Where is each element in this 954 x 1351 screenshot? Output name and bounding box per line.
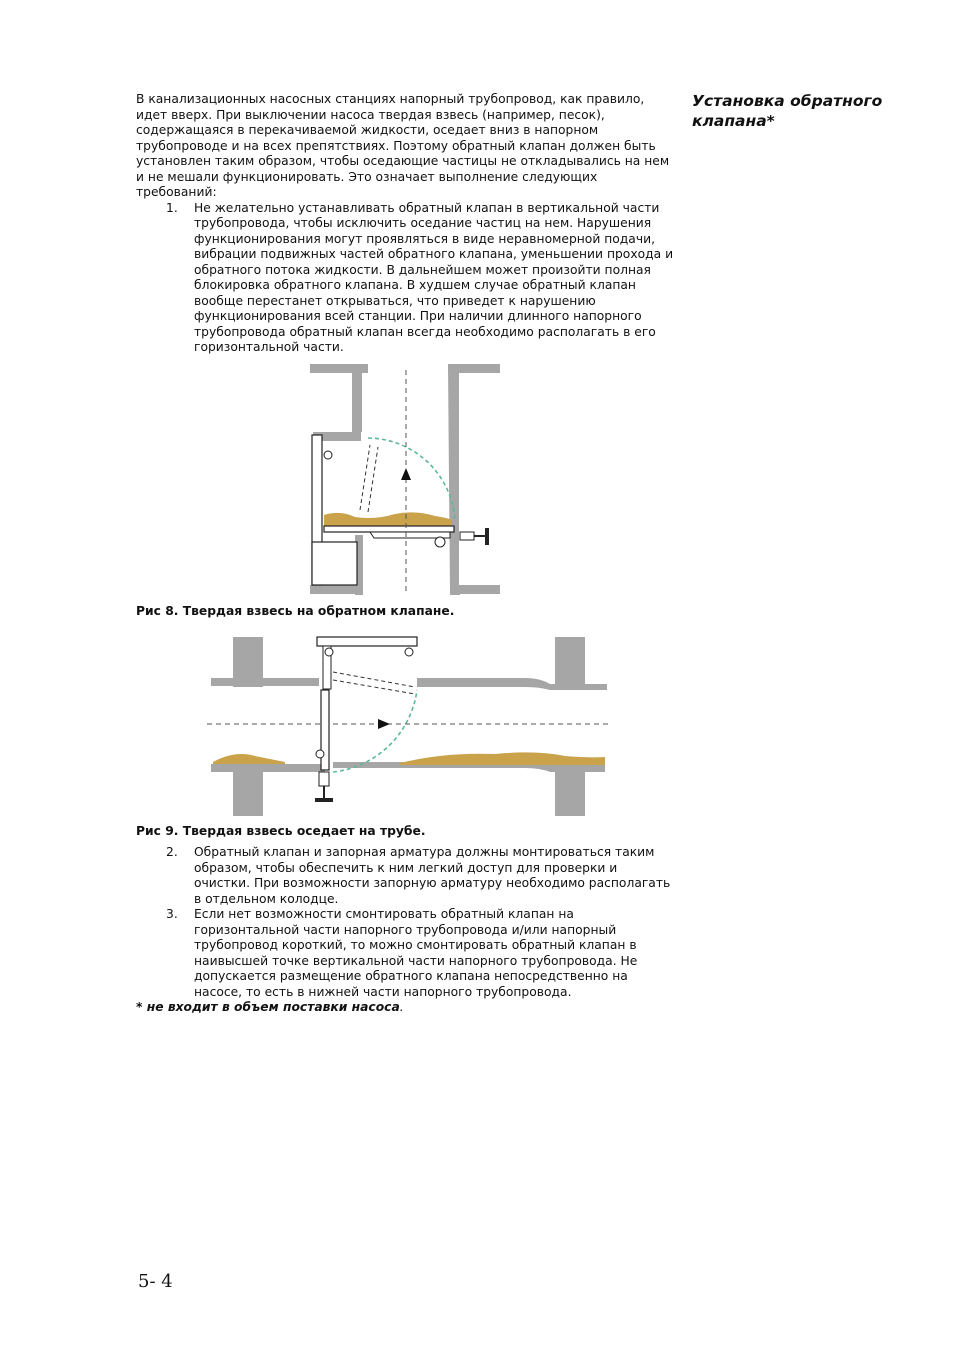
flange-right-top [555, 637, 585, 687]
requirements-list-continued [136, 845, 676, 1028]
list-item-number: 3. [166, 907, 178, 921]
list-item-text: Не желательно устанавливать обратный клапан в вертикальной части трубопровода, чтобы исключить оседание частиц на нем. Нарушения функционирования могут проявляться в виде неравномерной подачи, вибрации подвижных частей обратного клапана, уменьшении прохода и обратного потока жидкости. В дальнейшем может произойти полная блокировка обратного клапана. В худшем случае обратный клапан вообще перестанет открываться, что приведет к нарушению функционирования всей станции. При наличии длинного напорного трубопровода обратный клапан всегда необходимо располагать в его горизонтальной части. [194, 200, 674, 354]
hinge-top-right [405, 648, 413, 656]
valve-flap [321, 690, 329, 770]
main-text [136, 92, 676, 356]
figure-8-caption: Рис 8. Твердая взвесь на обратном клапане. [136, 604, 455, 618]
valve-base [312, 542, 357, 585]
open-flap-dashed-2 [368, 447, 378, 512]
valve-cover [317, 637, 417, 646]
open-flap-dashed-1 [360, 445, 370, 510]
flange-bottom-right [450, 585, 500, 594]
intro-paragraph: В канализационных насосных станциях напорный трубопровод, как правило, идет вверх. При выключении насоса твердая взвесь (например, песок), содержащаяся в перекачиваемой жидкости, оседает вниз в напорном трубопроводе и на всех препятствиях. Поэтому обратный клапан должен быть установлен таким образом, чтобы оседающие частицы не откладывались на нем и не мешали функционировать. Это означает выполнение следующих требований: [136, 92, 670, 199]
list-item [136, 845, 676, 907]
flow-arrow [378, 719, 390, 729]
pipe-bottom-wall-left [211, 764, 325, 772]
list-item-text: Обратный клапан и запорная арматура должны монтироваться таким образом, чтобы обеспечить к ним легкий доступ для проверки и очистки. При возможности запорную арматуру необходимо располагать в отдельном колодце. [194, 845, 671, 906]
figure-8-diagram [300, 360, 510, 600]
open-flap-dashed-2 [333, 680, 415, 694]
handle-knob [315, 798, 333, 802]
list-item [136, 201, 676, 356]
hinge-bottom [316, 750, 324, 758]
pipe-wall-left-inner [352, 373, 361, 441]
page-number: 5- 4 [138, 1271, 173, 1292]
open-flap-dashed-1 [333, 672, 415, 687]
pipe-wall-right-inner [450, 373, 459, 595]
flange-right-bottom [555, 772, 585, 816]
section-title: Установка обратного клапана* [692, 92, 883, 130]
pipe-top-wall-left [211, 678, 319, 686]
requirements-list [136, 201, 676, 356]
figure-9-diagram [205, 632, 615, 820]
hinge-top-left [325, 648, 333, 656]
hinge-bottom [435, 537, 445, 547]
handle-stem [319, 772, 329, 786]
flange-top-left [310, 364, 368, 373]
handle-knob [485, 528, 489, 545]
sediment-left [213, 754, 285, 764]
list-item-number: 1. [166, 200, 178, 215]
sediment-right [400, 752, 605, 765]
list-item-number: 2. [166, 845, 178, 859]
footnote [136, 1000, 676, 1016]
figure-9-caption: Рис 9. Твердая взвесь оседает на трубе. [136, 824, 426, 838]
flange-bottom-left [310, 585, 363, 594]
hinge-top [324, 451, 332, 459]
list-item [136, 907, 676, 1000]
swing-arc [333, 690, 417, 772]
flow-arrow [401, 468, 411, 480]
swing-arc [368, 438, 455, 520]
footnote-period: . [399, 1000, 404, 1014]
footnote-text: * не входит в объем поставки насоса [136, 1000, 400, 1014]
valve-flap [324, 526, 454, 532]
list-item-text: Если нет возможности смонтировать обратный клапан на горизонтальной части напорного трубопровода и/или напорный трубопровод короткий, то можно смонтировать обратный клапан в наивысшей точке вертикальной части напорного трубопровода. Не допускается размещение обратного клапана непосредственно на насосе, то есть в нижней части напорного трубопровода. [194, 907, 638, 999]
flange-left-bottom [233, 772, 263, 816]
handle-stem [460, 532, 474, 540]
